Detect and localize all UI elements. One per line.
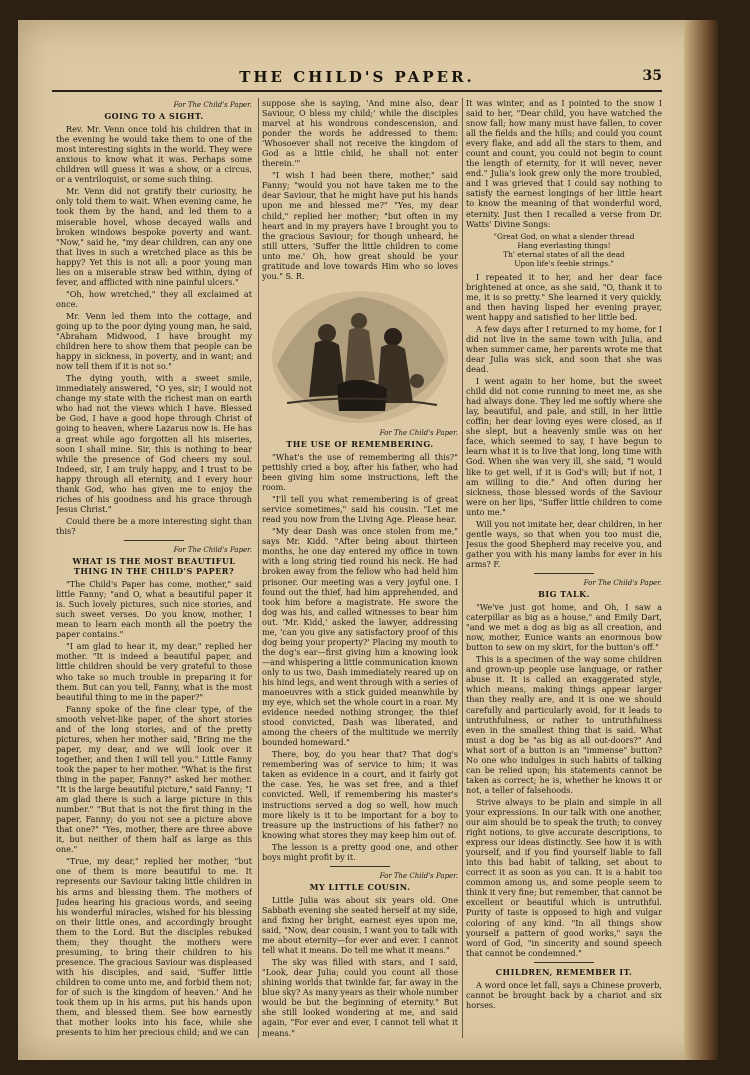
paragraph: There, boy, do you hear that? That dog's remembering was of service to him; it was taken as evidence in a court, and it fairly got the case. Yes, he was set free, and a thief convicted. Well, if remembering his master's instructions served a dog so well, how much more likely is it to be important for a boy to treasure up the instructions of his father? no knowing what stores they may keep him out of.	[262, 749, 458, 840]
paragraph: I went again to her home, but the sweet child did not come running to meet me, as she had always done. They led me softly where she lay, beautiful, and pale, and still, in her little coffin; her dear loving eyes were closed, as if she slept, but a heavenly smile was on her face, which seemed to say, I have begun to learn what it is to live that long, long time with God. When she was very ill, she said, "I would like to get well, if it is God's will; but if not, I am willing to die." And often during her sickness, those blessed words of the Saviour were on her lips, "Suffer little children to come unto me."	[466, 376, 662, 517]
paragraph: Strive always to be plain and simple in all your expressions. In our talk with one another, our aim should be to speak the truth; to convey right notions, to give accurate descriptions, to express our ideas distinctly. See how it is with yourself, and if you find yourself liable to fall into this bad habit of talking, set about to correct it as soon as you can. It is a habit too common among us, and some people seem to think it very fine; but remember, that cannot be excellent or beautiful which is untruthful. Purity of taste is opposed to high and vulgar coloring of any kind. "In all things show yourself a pattern of good works," says the word of God, "in sincerity and sound speech that cannot be condemned."	[466, 796, 662, 958]
paragraph: This is a specimen of the way some children and grown-up people use language, or rather abuse it. It is called an exaggerated style, which means, making things appear larger than they really are, and it is one we should carefully and particularly avoid, for it leads to untruthfulness, or rather to untruthfulness even in the smallest thing that is said. What must a dog be "as big as all out-doors?" And what sort of a button is an "immense" button? No one who indulges in such habits of talking can be relied upon; his statements cannot be taken as correct; he is, whether he knows it or not, a teller of falsehoods.	[466, 654, 662, 795]
poem-line: Hang everlasting things!	[517, 240, 611, 250]
poem-line: Upon life's feeble strings."	[514, 258, 614, 268]
paragraph: Mr. Venn did not gratify their curiosity, he only told them to wait. When evening came, he took them by the hand, and led them to a miserable hovel, whose decayed walls and broken windows bespoke poverty and want. "Now," said he, "my dear children, can any one that lives in such a wretched place as this be happy? Yet this is not all: a poor young man lies on a miserable straw bed within, dying of fever, and afflicted with nine painful ulcers."	[56, 186, 252, 287]
article-credit: For The Child's Paper.	[583, 578, 662, 587]
section-rule	[534, 962, 594, 963]
paragraph: Rev. Mr. Venn once told his children that in the evening he would take them to one of the most interesting sights in the world. They were anxious to know what it was. Perhaps some children will guess it was a show, or a circus, or a ventriloquist, or some such thing.	[56, 124, 252, 185]
header-rule	[52, 90, 662, 92]
paragraph: "I am glad to hear it, my dear," replied her mother. "It is indeed a beautiful paper, and little children should be very grateful to those who take so much trouble in preparing it for them. But can you tell, Fanny, what is the most beautiful thing to me in the paper?"	[56, 641, 252, 702]
article-title-going-to-a-sight: GOING TO A SIGHT.	[104, 111, 204, 122]
paragraph: "We've just got home, and Oh, I saw a caterpillar as big as a house," and Emily Dart, "and we met a dog as big as all creation, and now, mother, Eunice wants an enormous bow button to sew on my skirt, for the button's off."	[466, 602, 662, 653]
paragraph: I repeated it to her, and her dear face brightened at once, as she said, "O, thank it to me, it is so pretty." She learned it very quickly, and then having lisped her evening prayer, went happy and satisfied to her little bed.	[466, 271, 662, 322]
paragraph: "My dear Dash was once stolen from me," says Mr. Kidd. "After being about thirteen months, he one day entered my office in town with a long string tied round his neck. He had broken away from the fellow who had held him prisoner. Our meeting was a very joyful one. I found out the thief, had him apprehended, and took him before a magistrate. He swore the dog was his, and called witnesses to bear him out. 'Mr. Kidd,' asked the lawyer, addressing me, 'can you give any satisfactory proof of this dog being your property?' Placing my mouth to the dog's ear—first giving him a knowing look—and whispering a little communication known only to us two, Dash immediately reared up on his hind legs, and went through with a series of manoeuvres with a stick guided meanwhile by my eye, which set the whole court in a roar. My evidence needed nothing stronger, the thief stood convicted, Dash was liberated, and among the cheers of the multitude we merrily bounded homeward."	[262, 526, 458, 748]
poem-verse	[466, 232, 662, 268]
section-rule	[330, 866, 390, 867]
paragraph: The sky was filled with stars, and I said, "Look, dear Julia; could you count all those shining worlds that twinkle far, far away in the blue sky? As many years as their whole number would be but the beginning of eternity." But she still looked wondering at me, and said again, "For ever and ever, I cannot tell what it means."	[262, 957, 458, 1038]
column-3	[466, 98, 662, 1038]
paragraph: The lesson is a pretty good one, and other boys might profit by it.	[262, 841, 458, 862]
paragraph: "I wish I had been there, mother," said Fanny; "would you not have taken me to the dear Saviour, that he might have put his hands upon me and blessed me?" "Yes, my dear child," replied her mother; "but often in my heart and in my prayers have I brought you to the gracious Saviour; for though unheard, he still utters, 'Suffer the little children to come unto me.' Oh, how great should be your gratitude and love towards Him who so loves you." S. R.	[262, 170, 458, 281]
paragraph: It was winter, and as I pointed to the snow I said to her, "Dear child, you have watched the snow fall; how many must have fallen, to cover all the fields and the hills; and could you count every flake, and add all the stars to them, and count and count, you could not begin to count the length of eternity, for it will never, never end." Julia's look grew only the more troubled, and I was grieved that I could say nothing to satisfy the earnest longings of her little heart to know the meaning of that wonderful word, eternity. Just then I recalled a verse from Dr. Watts' Divine Songs:	[466, 98, 662, 229]
column-1	[56, 98, 252, 1038]
paragraph: "Oh, how wretched," they all exclaimed at once.	[56, 288, 252, 309]
article-credit: For The Child's Paper.	[173, 101, 252, 109]
paragraph: "I'll tell you what remembering is of great service sometimes," said his cousin. "Let me read you now from the Living Age. Please hear.	[262, 494, 458, 525]
paragraph: "True, my dear," replied her mother, "but one of them is more beautiful to me. It represents our Saviour taking little children in his arms and blessing them. The mothers of Judea hearing his gracious words, and seeing his wonderful miracles, wished for his blessing on their little ones, and accordingly brought them to the Lord. But the disciples rebuked them; they thought the mothers were presuming, to bring their children to his presence. The gracious Saviour was displeased with his disciples, and said, 'Suffer little children to come unto me, and forbid them not; for of such is the kingdom of heaven.' And he took them up in his arms, put his hands upon them, and blessed them. See how earnestly that mother looks into his face, while she presents to him her precious child; and we can	[56, 856, 252, 1038]
book-spine	[684, 20, 718, 1060]
paragraph: A word once let fall, says a Chinese proverb, cannot be brought back by a chariot and six horses.	[466, 979, 662, 1010]
paragraph: Could there be a more interesting sight than this?	[56, 515, 252, 536]
section-rule	[124, 540, 184, 541]
column-divider	[258, 98, 259, 1038]
column-2	[262, 98, 458, 1038]
page-number: 35	[642, 68, 662, 84]
article-title-my-little-cousin: MY LITTLE COUSIN.	[309, 881, 411, 892]
article-title-big-talk: BIG TALK.	[538, 589, 590, 600]
article-credit: For The Child's Paper.	[173, 545, 252, 554]
paragraph: Fanny spoke of the fine clear type, of the smooth velvet-like paper, of the short stories and of the long stories, and of the pretty pictures, when her mother said, "Bring me the paper, my dear, and we will look over it together, and then I will tell you." Little Fanny took the paper to her mother. "What is the first thing in the paper, Fanny?" asked her mother. "It is the large beautiful picture," said Fanny; "I am glad there is such a large picture in this number." "But that is not the first thing in the paper, Fanny; do you not see a picture above that one?" "Yes, mother, there are three above it, but neither of them half as large as this one."	[56, 703, 252, 855]
article-title-use-of-remembering: THE USE OF REMEMBERING.	[286, 438, 434, 449]
section-rule	[534, 573, 594, 574]
article-title-most-beautiful-thing: WHAT IS THE MOST BEAUTIFUL THING IN THE CHILD'S PAPER?	[72, 556, 236, 577]
paragraph: Will you not imitate her, dear children, in her gentle ways, so that when you too must die, Jesus the good Shepherd may receive you, and gather you with his many lambs for ever in his arms? F.	[466, 518, 662, 569]
illustration-credit: For The Child's Paper.	[379, 428, 458, 437]
paragraph: suppose she is saying, 'And mine also, dear Saviour, O bless my child;' while the disciples marvel at his wondrous condescension, and ponder the words he addressed to them: 'Whosoever shall not receive the kingdom of God as a little child, he shall not enter therein.'"	[262, 98, 458, 169]
paragraph: "The Child's Paper has come, mother," said little Fanny; "and O, what a beautiful paper it is. Such lovely pictures, such nice stories, and such sweet verses. Do you know, mother, I mean to learn each month all the poetry the paper contains."	[56, 579, 252, 640]
running-header	[52, 68, 662, 90]
poem-line: "Great God, on what a slender thread	[493, 231, 635, 241]
article-title-children-remember-it: CHILDREN, REMEMBER IT.	[495, 966, 633, 977]
paragraph: Little Julia was about six years old. One Sabbath evening she seated herself at my side, and fixing her bright, earnest eyes upon me, said, "Now, dear cousin, I want you to talk with me about eternity—for ever and ever. I cannot tell what it means. Do tell me what it means."	[262, 894, 458, 956]
column-divider	[462, 98, 463, 1038]
paragraph: "What's the use of remembering all this?" pettishly cried a boy, after his father, who had been giving him some instructions, left the room.	[262, 451, 458, 493]
engraving-illustration	[267, 285, 453, 425]
paper-title: THE CHILD'S PAPER.	[239, 68, 475, 86]
poem-line: Th' eternal states of all the dead	[503, 249, 625, 259]
paragraph: The dying youth, with a sweet smile, immediately answered, "O yes, sir; I would not change my state with the richest man on earth who had not the views which I have. Blessed be God, I have a good hope through Christ of going to heaven, where Lazarus now is. He has a great while ago forgotten all his miseries, soon I shall mine. Sir, this is nothing to bear while the presence of God cheers my soul. Indeed, sir, I am truly happy, and I trust to be happy through all eternity, and I every hour thank God, who has given me to enjoy the riches of his goodness and his grace through Jesus Christ."	[56, 373, 252, 514]
article-credit: For The Child's Paper.	[379, 871, 458, 880]
paragraph: Mr. Venn led them into the cottage, and going up to the poor dying young man, he said, "Abraham Midwood, I have brought my children here to show them that people can be happy in sickness, in poverty, and in want; and now tell them if it is not so."	[56, 310, 252, 372]
paragraph: A few days after I returned to my home, for I did not live in the same town with Julia, and when summer came, her parents wrote me that dear Julia was sick, and soon that she was dead.	[466, 323, 662, 375]
